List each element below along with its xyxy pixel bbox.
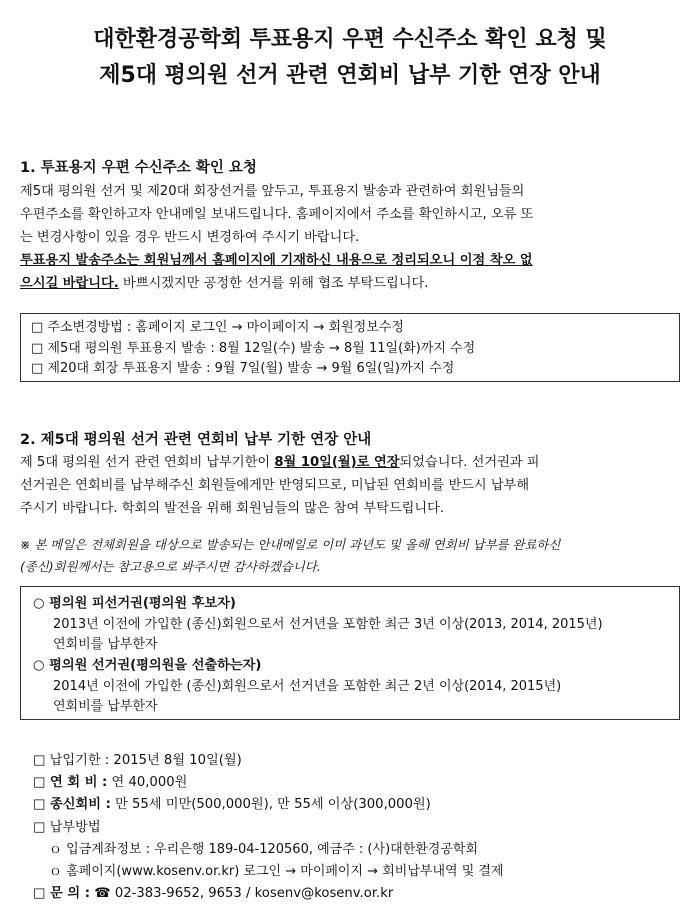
- homepage-payment-info: ｏ 홈페이지(www.kosenv.or.kr) 로그인 → 마이페이지 → 회비납부내역 및 결제: [49, 864, 504, 880]
- candidacy-eligibility-line-1: 2013년 이전에 가입한 (종신)회원으로서 선거년을 포함한 최근 3년 이상(2013, 2014, 2015년): [53, 617, 603, 632]
- section1-body: [20, 180, 682, 295]
- deadline-extension-emphasis: 8월 10일(월)로 연장: [274, 455, 400, 470]
- section1-heading: 1. 투표용지 우편 수신주소 확인 요청: [20, 160, 257, 176]
- candidacy-eligibility-heading: ○ 평의원 피선거권(평의원 후보자): [33, 596, 236, 611]
- section1-line-2: 우편주소를 확인하고자 안내메일 보내드립니다. 홈페이지에서 주소를 확인하시고, 오류 또: [20, 207, 534, 222]
- payment-method-label: □ 납부방법: [33, 819, 101, 835]
- section1-tail: 바쁘시겠지만 공정한 선거를 위해 협조 부탁드립니다.: [118, 276, 429, 291]
- title-line-2: 제5대 평의원 선거 관련 연회비 납부 기한 연장 안내: [99, 63, 601, 88]
- bank-account-info: ｏ 입금계좌정보 : 우리은행 189-04-120560, 예금주 : (사)대한환경공학회: [49, 841, 479, 857]
- section1-emphasis-line-2: 으시길 바랍니다.: [20, 276, 119, 291]
- annual-fee-label: □ 연 회 비 :: [33, 775, 108, 791]
- lifetime-fee-value: 만 55세 미만(500,000원), 만 55세 이상(300,000원): [110, 797, 431, 813]
- section1-line-3: 는 변경사항이 있을 경우 반드시 변경하여 주시기 바랍니다.: [20, 230, 360, 245]
- annual-fee-value: 연 40,000원: [107, 775, 188, 791]
- councilor-ballot-schedule: □ 제5대 평의원 투표용지 발송 : 8월 12일(수) 발송 → 8월 11일(화)까지 수정: [31, 340, 476, 356]
- candidacy-eligibility-line-2: 연회비를 납부한자: [53, 637, 158, 652]
- section1-line-1: 제5대 평의원 선거 및 제20대 회장선거를 앞두고, 투표용지 발송과 관련하여 회원님들의: [20, 184, 525, 199]
- president-ballot-schedule: □ 제20대 회장 투표용지 발송 : 9월 7일(월) 발송 → 9월 6일(일)까지 수정: [31, 361, 455, 376]
- voting-eligibility-line-2: 연회비를 납부한자: [53, 699, 158, 714]
- note-line-2: (종신)회원께서는 참고용으로 봐주시면 감사하겠습니다.: [20, 559, 321, 574]
- section1-info-box: [20, 313, 680, 382]
- contact-value: 02-383-9652, 9653 / kosenv@kosenv.or.kr: [110, 886, 394, 902]
- eligibility-box: [20, 586, 680, 720]
- annual-fee-item: [33, 772, 504, 794]
- contact-label: □ 문 의 :: [33, 886, 90, 902]
- lifetime-fee-item: [33, 794, 504, 816]
- note-line-1: ※ 본 메일은 전체회원을 대상으로 발송되는 안내메일로 이미 과년도 및 올해 연회비 납부를 완료하신: [20, 537, 561, 552]
- section2-line-2: 선거권은 연회비를 납부해주신 회원들에게만 반영되므로, 미납된 연회비를 반드시 납부해: [20, 478, 530, 493]
- section2-body: [20, 451, 682, 520]
- section2-line-1c: 되었습니다. 선거권과 피: [399, 455, 540, 470]
- section2-note: [20, 534, 682, 578]
- voting-eligibility-line-1: 2014년 이전에 가입한 (종신)회원으로서 선거년을 포함한 최근 2년 이상(2014, 2015년): [53, 679, 562, 694]
- section1-emphasis-line-1: 투표용지 발송주소는 회원님께서 홈페이지에 기재하신 내용으로 정리되오니 이점 착오 없: [20, 253, 533, 268]
- phone-icon: ☎: [94, 886, 111, 902]
- address-change-method: □ 주소변경방법 : 홈페이지 로그인 → 마이페이지 → 회원정보수정: [31, 320, 404, 335]
- contact-item: [33, 883, 504, 905]
- lifetime-fee-label: □ 종신회비 :: [33, 797, 111, 813]
- section2-heading: 2. 제5대 평의원 선거 관련 연회비 납부 기한 연장 안내: [20, 432, 372, 448]
- voting-eligibility-heading: ○ 평의원 선거권(평의원을 선출하는자): [33, 658, 262, 673]
- payment-info-list: [33, 750, 504, 905]
- title-line-1: 대한환경공학회 투표용지 우편 수신주소 확인 요청 및: [93, 27, 607, 52]
- payment-deadline: □ 납입기한 : 2015년 8월 10일(월): [33, 753, 242, 768]
- section2-line-3: 주시기 바랍니다. 학회의 발전을 위해 회원님들의 많은 참여 부탁드립니다.: [20, 501, 445, 516]
- section2-line-1a: 제 5대 평의원 선거 관련 연회비 납부기한이: [20, 455, 275, 470]
